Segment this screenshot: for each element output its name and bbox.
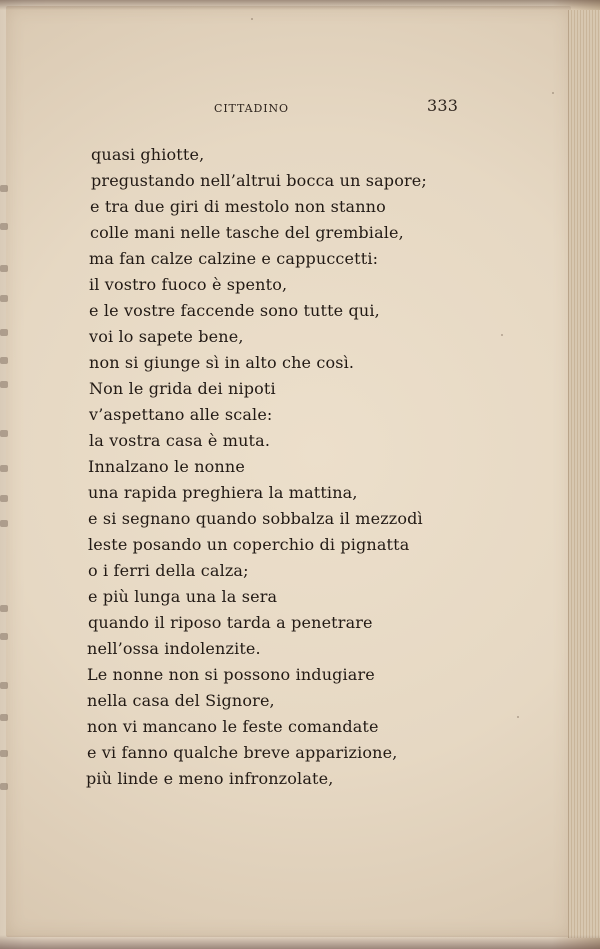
running-head: CITTADINO: [214, 102, 289, 115]
page-stack-edge: [568, 10, 600, 938]
poem-line-18: e più lunga una la sera: [88, 587, 278, 606]
left-margin-marks: [0, 175, 10, 795]
poem-line-24: e vi fanno qualche breve apparizione,: [87, 743, 398, 762]
paper-speck: [501, 334, 503, 336]
poem-line-21: Le nonne non si possono indugiare: [87, 665, 375, 684]
poem-line-9: non si giunge sì in alto che così.: [89, 353, 355, 372]
poem-line-4: colle mani nelle tasche del grembiale,: [90, 223, 404, 242]
bottom-shadow: [0, 935, 600, 949]
poem-line-14: una rapida preghiera la mattina,: [88, 483, 358, 502]
poem-line-6: il vostro fuoco è spento,: [89, 275, 288, 294]
poem-line-12: la vostra casa è muta.: [89, 431, 271, 450]
top-shadow: [0, 0, 600, 10]
poem-line-5: ma fan calze calzine e cappuccetti:: [89, 249, 379, 268]
poem-line-15: e si segnano quando sobbalza il mezzodì: [88, 509, 423, 528]
poem-line-3: e tra due giri di mestolo non stanno: [90, 197, 386, 216]
poem-line-19: quando il riposo tarda a penetrare: [88, 613, 373, 632]
poem-line-16: leste posando un coperchio di pignatta: [88, 535, 410, 554]
poem-line-20: nell’ossa indolenzite.: [87, 639, 261, 658]
page-number: 333: [427, 96, 459, 115]
poem-line-2: pregustando nell’altrui bocca un sapore;: [91, 171, 427, 190]
poem-line-10: Non le grida dei nipoti: [89, 379, 276, 398]
paper-speck: [552, 92, 554, 94]
paper-speck: [517, 716, 519, 718]
poem-line-13: Innalzano le nonne: [88, 457, 245, 476]
poem-line-25: più linde e meno infronzolate,: [86, 769, 334, 788]
poem-line-17: o i ferri della calza;: [88, 561, 249, 580]
poem-line-11: v’aspettano alle scale:: [89, 405, 273, 424]
poem-line-22: nella casa del Signore,: [87, 691, 275, 710]
paper-speck: [251, 18, 253, 20]
poem-line-8: voi lo sapete bene,: [89, 327, 244, 346]
poem-line-1: quasi ghiotte,: [91, 145, 205, 164]
poem-line-7: e le vostre faccende sono tutte qui,: [89, 301, 380, 320]
poem-line-23: non vi mancano le feste comandate: [87, 717, 379, 736]
